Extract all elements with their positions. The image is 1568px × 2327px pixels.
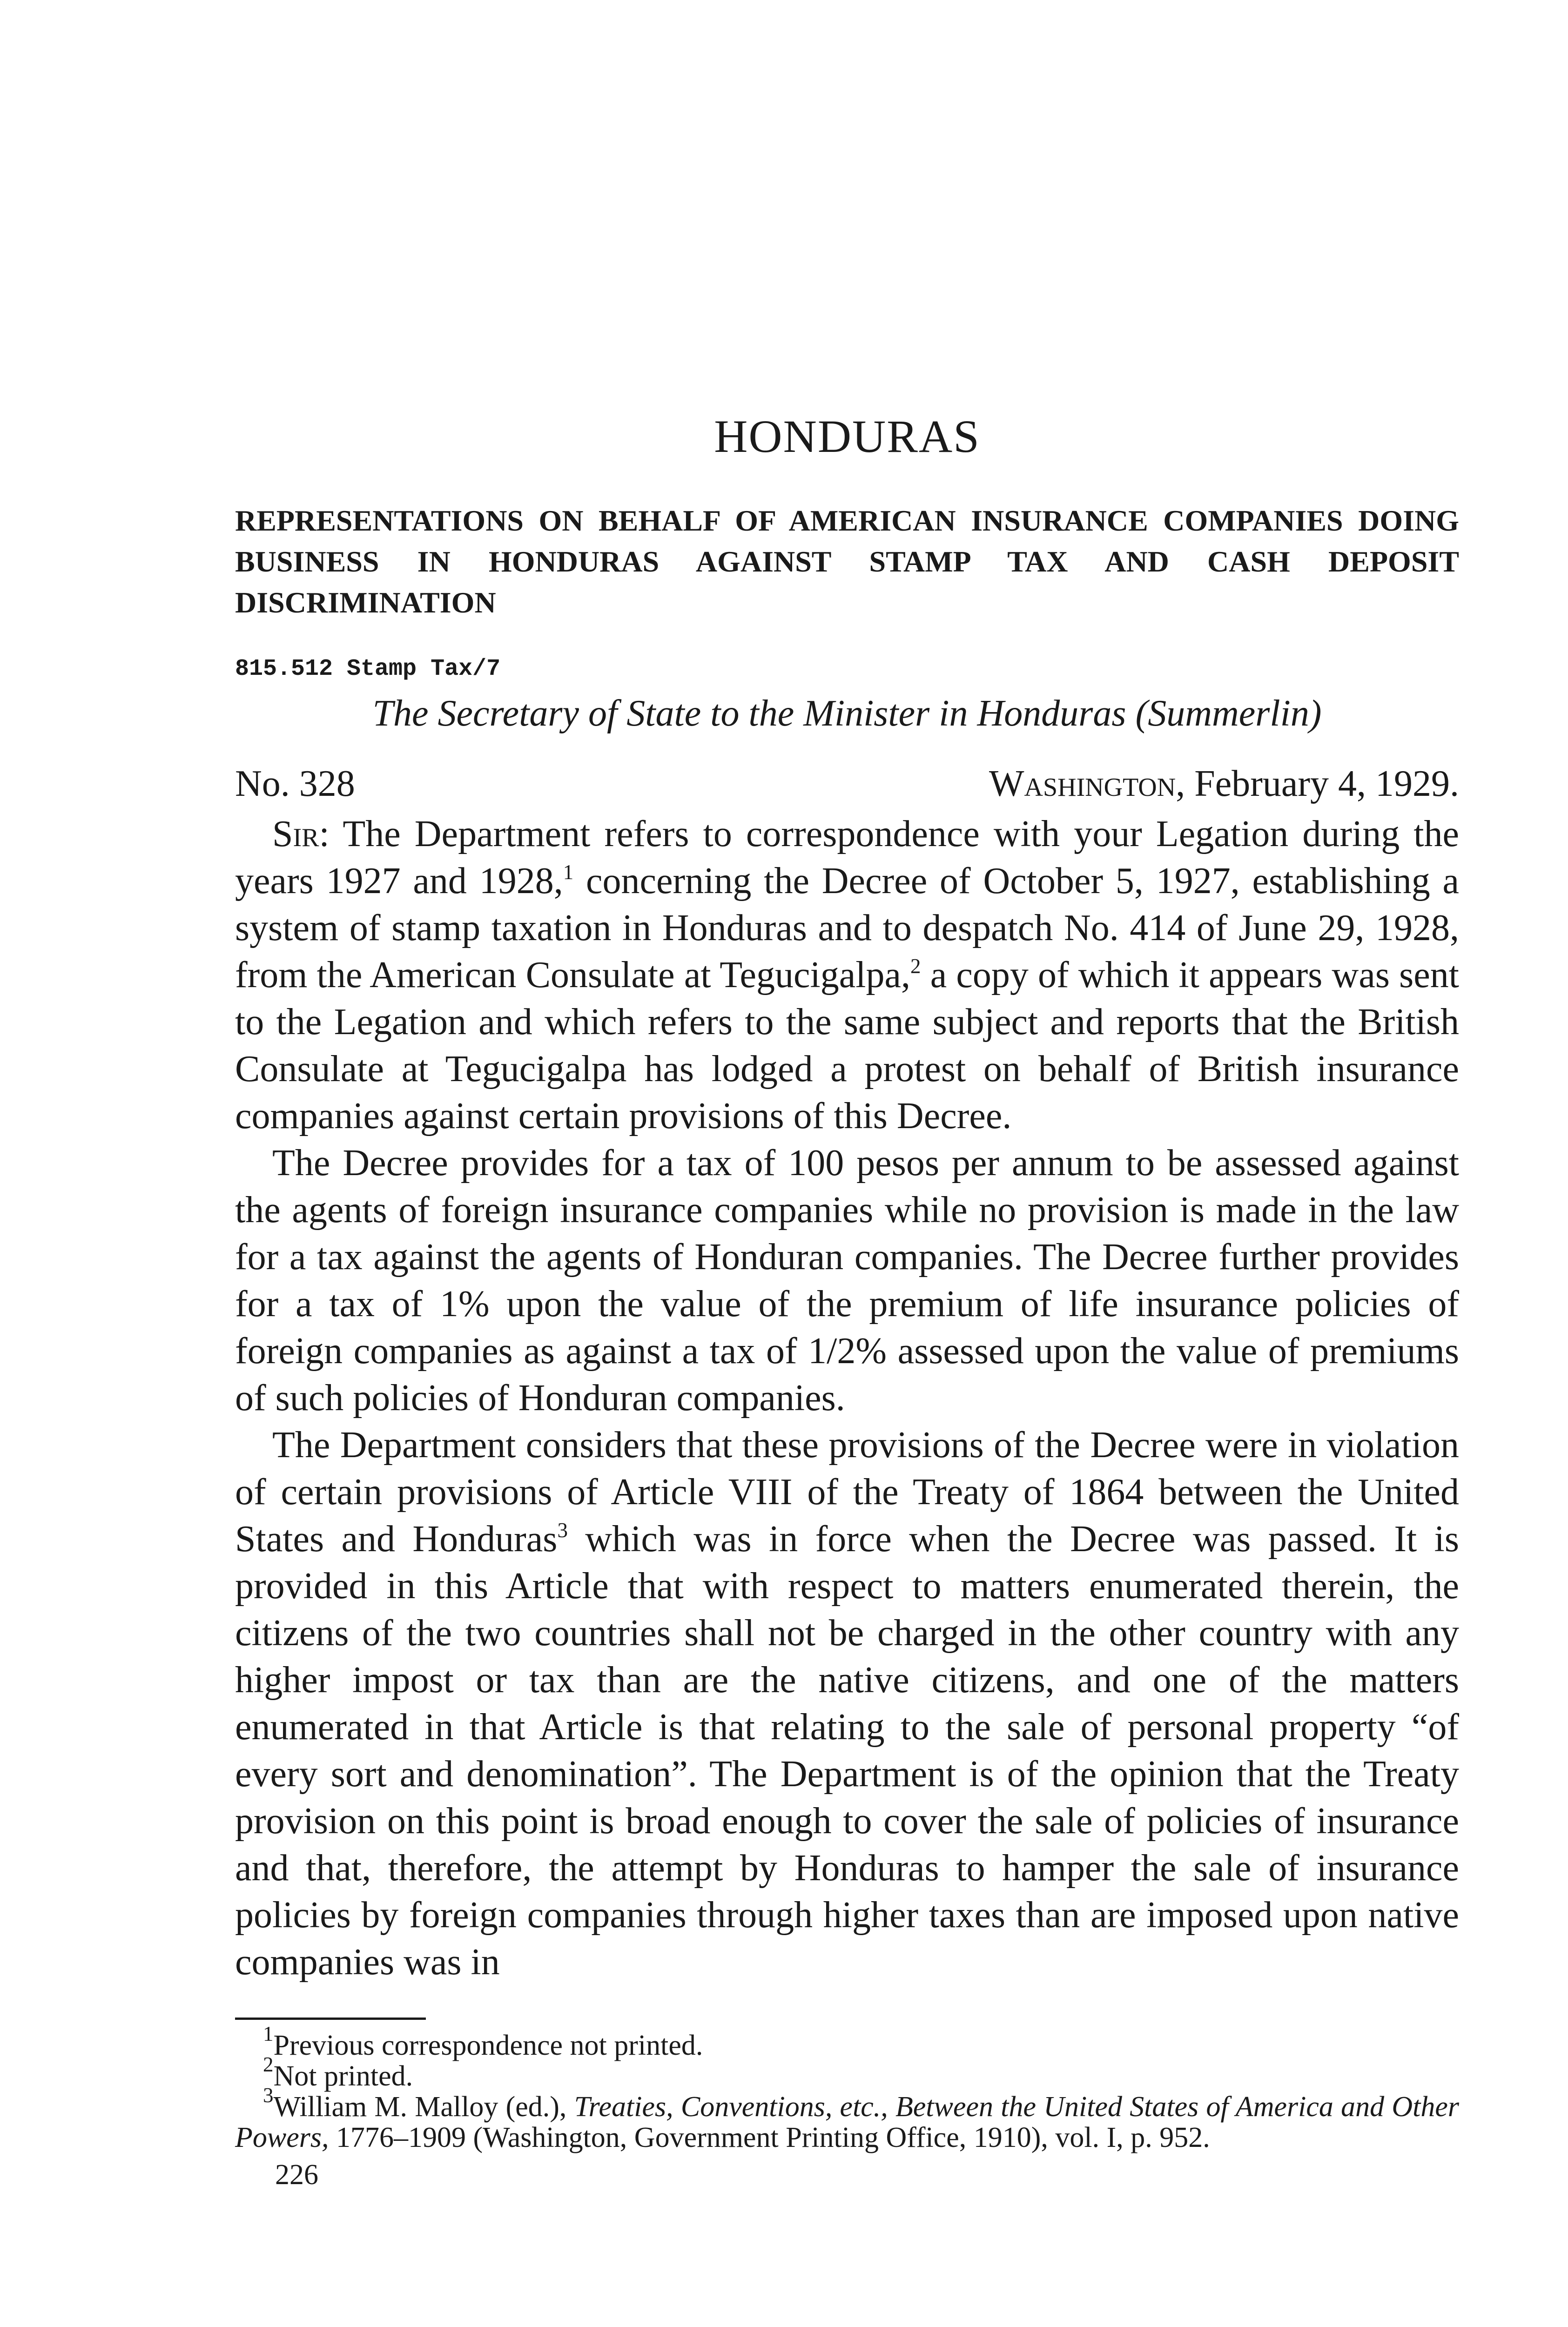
footnote-3	[235, 2084, 1459, 2153]
footnote-1-text: Previous correspondence not printed.	[273, 2030, 703, 2061]
paragraph-1-part-a: The Department refers to correspondence with your Legation during the years 1927 and 1928,	[235, 814, 1459, 901]
letter-body	[235, 811, 1459, 1986]
footnote-1	[235, 2022, 1459, 2061]
paragraph-1	[235, 811, 1459, 1140]
document-number: No. 328	[235, 763, 355, 804]
document-heading: The Secretary of State to the Minister in Honduras (Summerlin)	[372, 693, 1322, 734]
footnote-3-text-a: William M. Malloy (ed.),	[273, 2091, 574, 2123]
footnote-divider	[235, 2018, 426, 2020]
subject-heading: REPRESENTATIONS ON BEHALF OF AMERICAN INSURANCE COMPANIES DOING BUSINESS IN HONDURAS AGAINST STAMP TAX AND CASH DEPOSIT DISCRIMINATION	[235, 504, 1459, 619]
paragraph-2: The Decree provides for a tax of 100 pesos per annum to be assessed against the agents of foreign insurance companies while no provision is made in the law for a tax against the agents of Honduran companies. The Decree further provides for a tax of 1% upon the value of the premium of life insurance policies of foreign companies as against a tax of 1/2% assessed upon the value of premiums of such policies of Honduran companies.	[235, 1143, 1459, 1419]
place-date	[989, 763, 1459, 805]
footnote-3-title: Treaties, Conventions, etc., Between the United States of America and Other Powers,	[235, 2091, 1459, 2153]
paragraph-1-part-c: a copy of which it appears was sent to the Legation and which refers to the same subject and reports that the British Consulate at Tegucigalpa has lodged a protest on behalf of British insurance companies against certain provisions of this Decree.	[235, 955, 1459, 1137]
salutation: Sir:	[272, 814, 330, 854]
footnote-2	[235, 2053, 1459, 2092]
paragraph-1-part-b: concerning the Decree of October 5, 1927, establishing a system of stamp taxation in Honduras and to despatch No. 414 of June 29, 1928, from the American Consulate at Tegucigalpa,	[235, 861, 1460, 995]
country-heading: HONDURAS	[714, 410, 980, 462]
dateline	[235, 763, 1459, 805]
place: Washington,	[989, 763, 1185, 804]
footnote-ref-3: 3	[557, 1519, 568, 1542]
footnotes	[235, 2022, 1459, 2153]
footnote-2-text: Not printed.	[273, 2060, 413, 2092]
date: February 4, 1929.	[1194, 763, 1459, 804]
footnote-mark-3: 3	[263, 2084, 274, 2107]
paragraph-3	[235, 1422, 1459, 1986]
footnote-mark-2: 2	[263, 2053, 274, 2076]
text-column	[235, 410, 1459, 2192]
file-number: 815.512 Stamp Tax/7	[235, 656, 501, 682]
footnote-3-text-b: 1776–1909 (Washington, Government Printing Office, 1910), vol. I, p. 952.	[329, 2122, 1210, 2153]
footnote-ref-1: 1	[563, 861, 574, 884]
footnote-ref-2: 2	[910, 955, 921, 978]
paragraph-3-part-a: The Department considers that these provisions of the Decree were in violation of certain provisions of Article VIII of the Treaty of 1864 between the United States and Honduras	[235, 1425, 1459, 1560]
page-number: 226	[275, 2159, 318, 2191]
footnote-mark-1: 1	[263, 2022, 274, 2045]
paragraph-3-part-b: which was in force when the Decree was passed. It is provided in this Article that with respect to matters enumerated therein, the citizens of the two countries shall not be charged in the other country with any higher impost or tax than are the native citizens, and one of the matters enumerated in that Article is that relating to the sale of personal property “of every sort and denomination”. The Department is of the opinion that the Treaty provision on this point is broad enough to cover the sale of policies of insurance and that, therefore, the attempt by Honduras to hamper the sale of insurance policies by foreign companies through higher taxes than are imposed upon native companies was in	[235, 1519, 1460, 1983]
